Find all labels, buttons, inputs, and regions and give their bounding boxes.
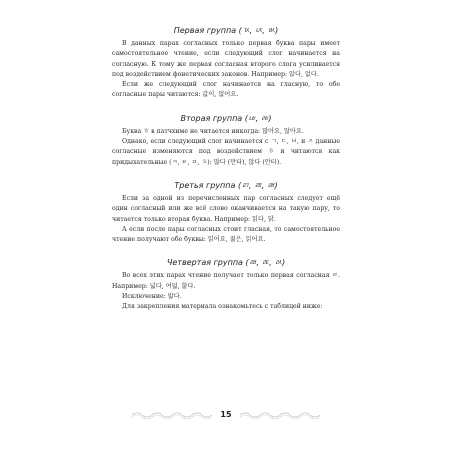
section-3-paragraph-1: Если за одной из перечисленных пар согласных следует ещё один согласный или же всё слово оканчивается на такую пару, то читается только вторая буква. Например: 읽다, 닭. (112, 194, 340, 223)
section-heading-group-1: Первая группа (ㄳ, ㄵ, ㅄ) (173, 26, 279, 35)
section-2-paragraph-2: Однако, если следующий слог начинается с ㄱ, ㄷ, ㅂ, и ㅈ данные согласные изменяются под воздействием ㅎ и читаются как придыхательные (ㅋ, ㅌ, ㅍ, ㅊ): 많다 (만타), 않다 (안타). (112, 138, 340, 166)
section-heading-group-4: Четвертая группа (ㄼ, ㄾ, ㄽ) (166, 258, 286, 268)
section-heading-group-3: Третья группа (ㄺ, ㄻ, ㄼ) (174, 180, 278, 190)
section-3-paragraph-2: А если после пары согласных стоит гласная, то самостоятельное чтение получают обе буквы: 읽어요, 젊은, 읽어요. (112, 225, 340, 244)
page-footer (112, 409, 340, 423)
wave-ornament-right-icon (240, 411, 320, 419)
section-4-paragraph-1: Во всех этих парах чтение получает только первая согласная ㄹ. Например: 넓다, 여덟, 핥다. (112, 272, 340, 290)
section-2-paragraph-1: Буква ㅎ в патчхиме не читается никогда: 많아요, 않아요. (122, 127, 304, 135)
section-1-paragraph-1: В данных парах согласных только первая буква пары имеет самостоятельное чтение, если следующий слог начинается на согласную. К тому же первая согласная второго слога усиливается под воздействием фонетических законов. Например: 앉다, 없다. (112, 40, 340, 78)
section-4-paragraph-3: Для закрепления материала ознакомьтесь с таблицей ниже: (122, 303, 323, 311)
page-number: 15 (220, 410, 232, 419)
book-page (112, 25, 340, 435)
section-4-paragraph-2: Исключение: 밟다. (122, 293, 182, 301)
section-heading-group-2: Вторая группа (ㄶ, ㅀ) (180, 113, 272, 123)
section-1-paragraph-2: Если же следующий слог начинается на гласную, то обе согласные пары читаются: 값이, 없어요. (112, 81, 340, 99)
